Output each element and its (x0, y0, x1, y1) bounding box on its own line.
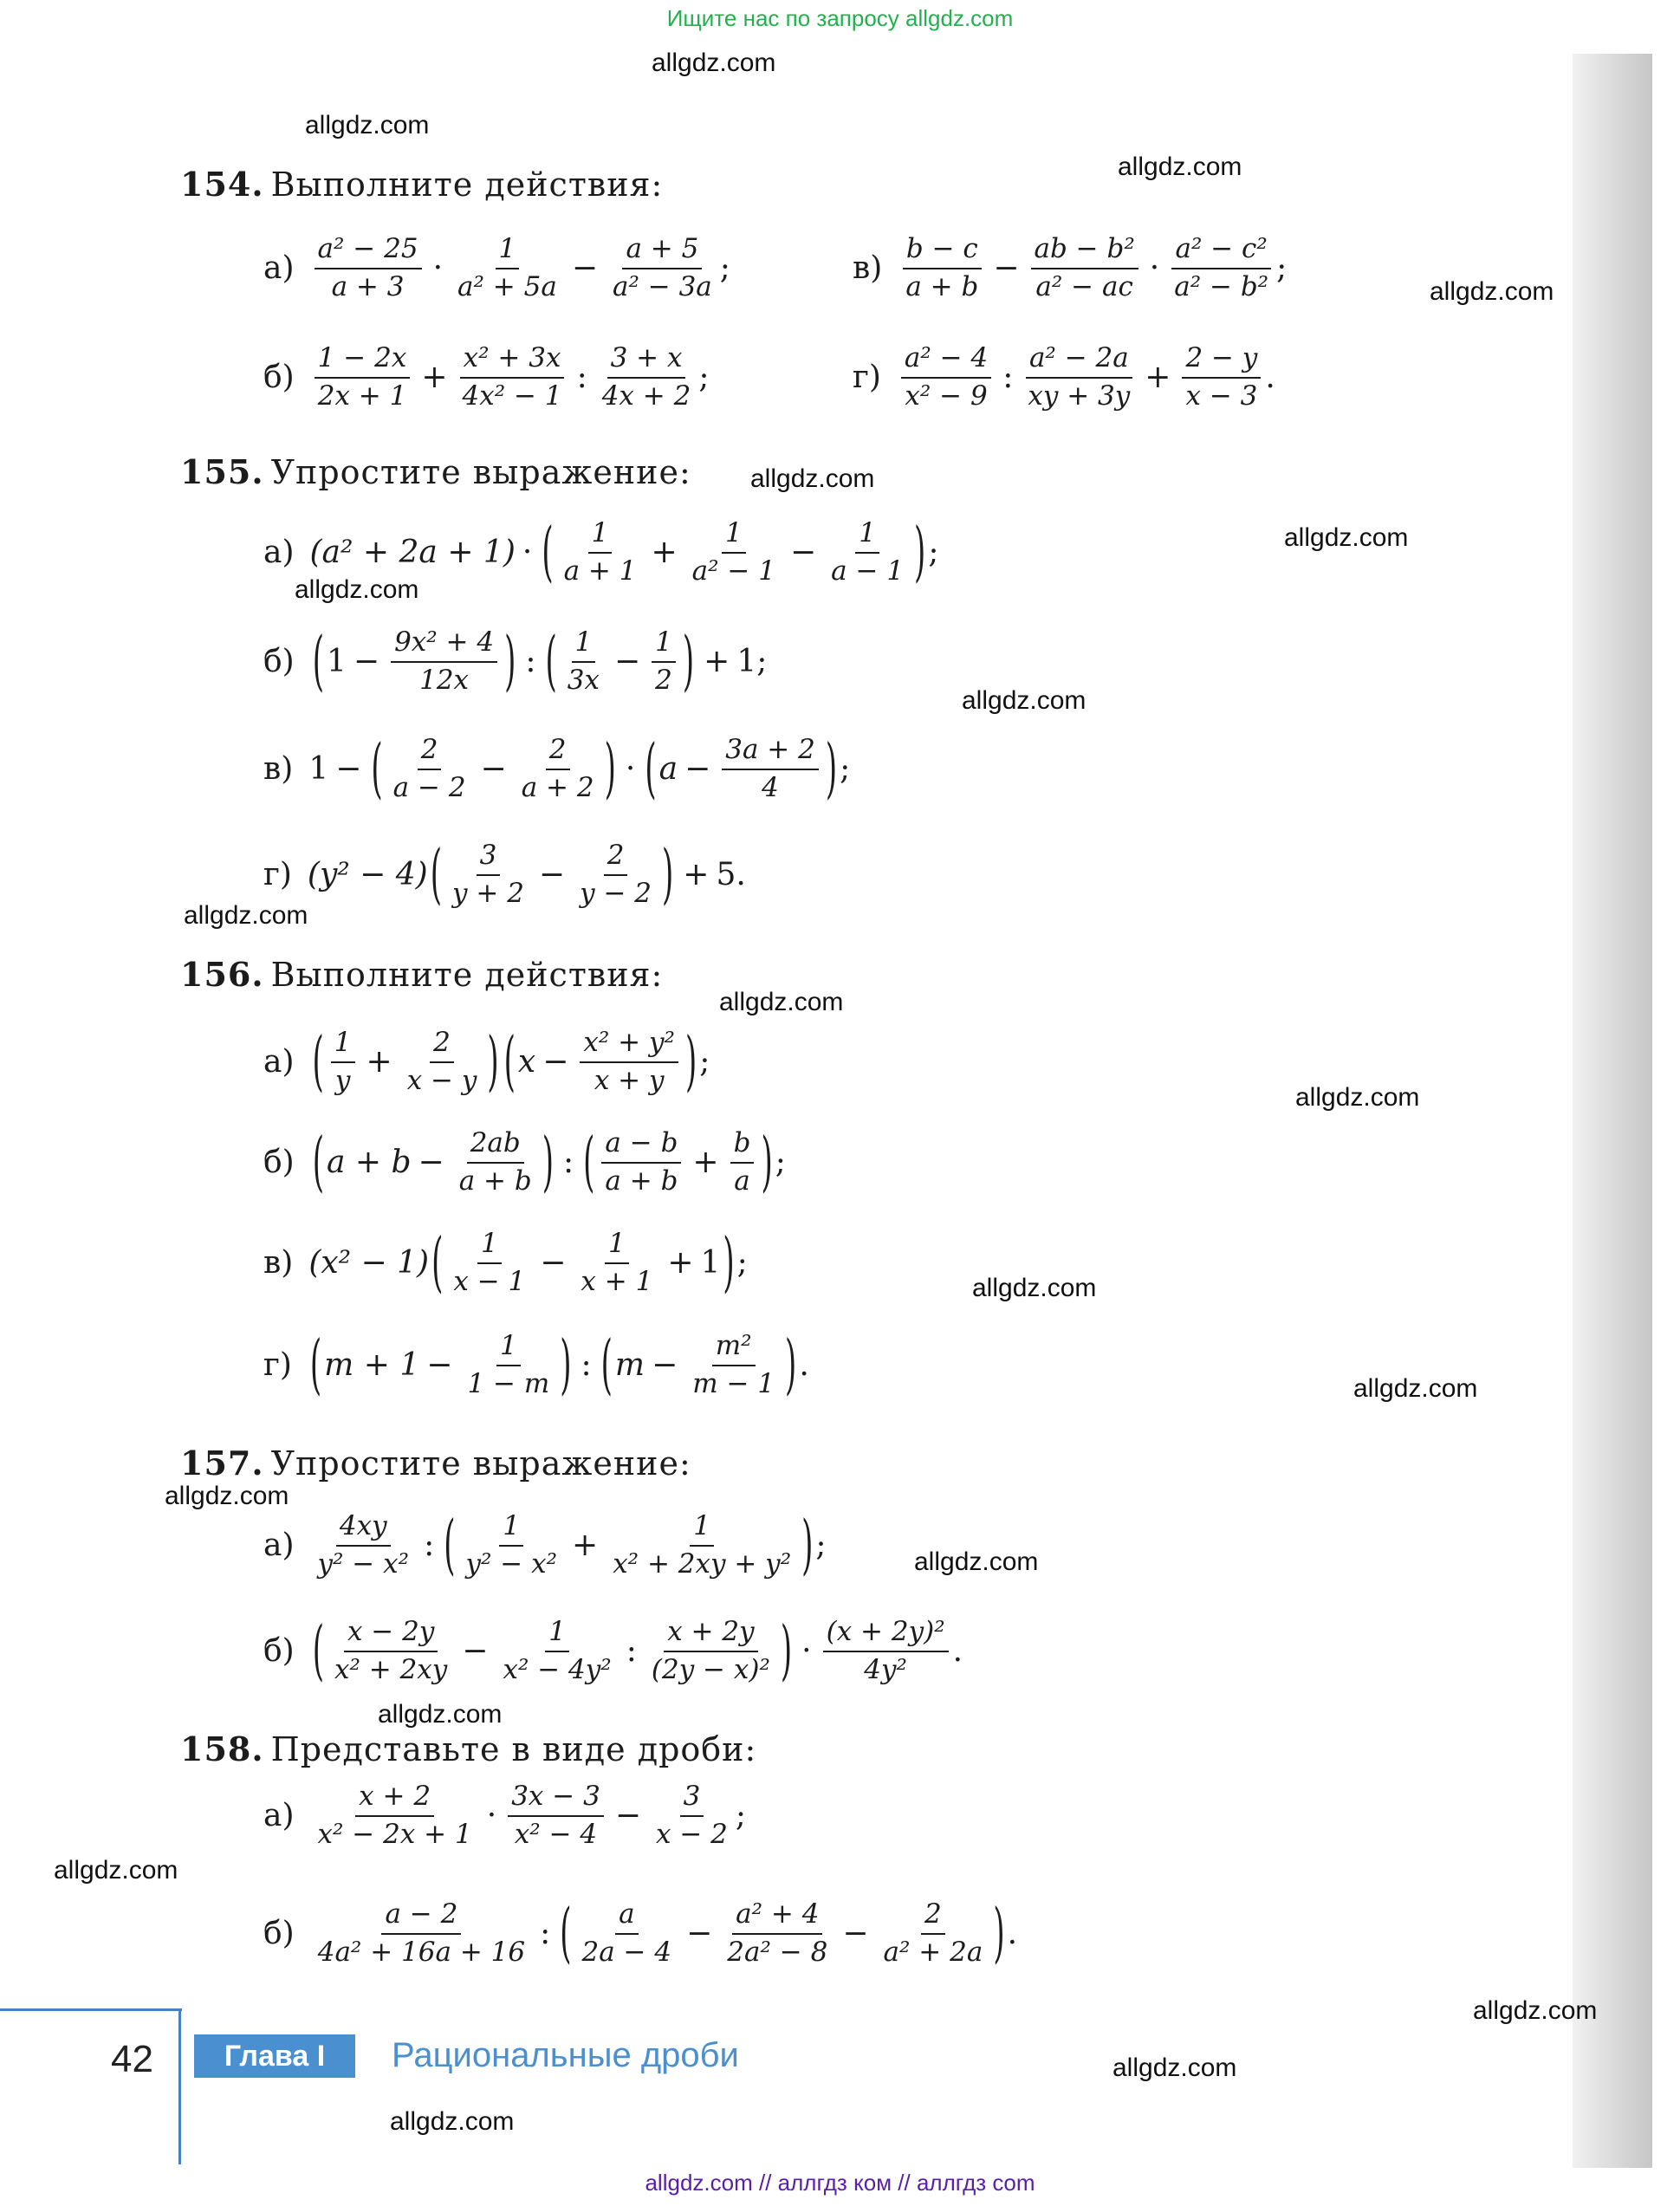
watermark: allgdz.com (914, 1547, 1039, 1576)
problem-instruction: Упростите выражение: (270, 1444, 691, 1483)
watermark: allgdz.com (1112, 2054, 1237, 2082)
watermark: allgdz.com (1353, 1374, 1478, 1403)
page-number: 42 (111, 2038, 153, 2080)
item-letter: б) (263, 360, 295, 396)
watermark: allgdz.com (750, 464, 875, 493)
item-letter: в) (263, 751, 294, 788)
watermark: allgdz.com (1473, 1996, 1598, 2025)
watermark: allgdz.com (719, 988, 844, 1016)
problem-156-header (180, 955, 663, 994)
problem-157-header (180, 1444, 691, 1483)
footer-rule (0, 2008, 182, 2011)
watermark: allgdz.com (295, 575, 419, 604)
exercise-154a: а) $\frac{\text{a² − 25}}{a + 3}$ · $\frac{1}{\text{a² + 5a}}$ − $\frac{a + 5}{\text{a² − 3a}}$ ; (263, 233, 730, 302)
watermark: allgdz.com (390, 2107, 515, 2136)
exercise-154v: в) $\frac{b - c}{a + b}$ − $\frac{\text{ab − b²}}{\text{a² − ac}}$ · $\frac{\text{a² − c²}}{\text{a² − b²}}$ ; (853, 233, 1288, 302)
watermark: allgdz.com (972, 1274, 1097, 1302)
problem-instruction: Выполните действия: (270, 956, 664, 994)
item-letter: б) (263, 1633, 295, 1670)
chapter-label: Глава I (194, 2034, 355, 2078)
watermark: allgdz.com (54, 1856, 178, 1885)
exercise-154g: г) $\frac{\text{a² − 4}}{\text{x² − 9}}$ : $\frac{\text{a² − 2a}}{xy + 3y}$ + $\frac{2 - y}{x - 3}$ . (853, 342, 1275, 412)
exercise-155b: б) ( 1 − $\frac{\text{9x² + 4}}{12x}$ ) : ( $\frac{1}{3x}$ − $\frac{1}{2}$ ) + 1; (263, 623, 768, 700)
exercise-156v: в) (x² − 1) ( $\frac{1}{x - 1}$ − $\frac{1}{x + 1}$ + 1 ) ; (263, 1224, 748, 1301)
item-letter: а) (263, 535, 295, 571)
exercise-156g: г) ( m + 1 − $\frac{1}{1 - m}$ ) : ( m − $\frac{\text{m²}}{m - 1}$ ) . (263, 1327, 809, 1404)
problem-instruction: Представьте в виде дроби: (270, 1730, 757, 1768)
exercise-156a: а) ( $\frac{1}{y}$ + $\frac{2}{x - y}$ ) ( x − $\frac{\text{x² + y²}}{x + y}$ ) ; (263, 1023, 710, 1100)
item-letter: б) (263, 1916, 295, 1952)
exercise-154b: б) $\frac{1 - 2x}{2x + 1}$ + $\frac{\text{x² + 3x}}{\text{4x² − 1}}$ : $\frac{3 + x}{4x + 2}$ ; (263, 342, 710, 412)
watermark: allgdz.com (652, 49, 776, 77)
exercise-155a: а) (a² + 2a + 1) · ( $\frac{1}{a + 1}$ + $\frac{1}{\text{a² − 1}}$ − $\frac{1}{a - 1}$ ) ; (263, 514, 939, 591)
item-letter: в) (853, 250, 883, 287)
watermark: allgdz.com (1118, 152, 1242, 181)
item-letter: а) (263, 1044, 295, 1080)
problem-instruction: Выполните действия: (270, 165, 664, 204)
item-letter: а) (263, 250, 295, 287)
problem-instruction: Упростите выражение: (270, 453, 691, 491)
problem-158-header (180, 1729, 756, 1768)
page-gutter-shadow (1573, 54, 1652, 2168)
item-letter: в) (263, 1245, 294, 1281)
watermark: allgdz.com (184, 901, 308, 930)
problem-number: 156. (180, 955, 264, 994)
item-letter: г) (263, 857, 292, 893)
exercise-155v: в) 1 − ( $\frac{2}{a - 2}$ − $\frac{2}{a + 2}$ ) · ( a − $\frac{3a + 2}{4}$ ) ; (263, 730, 851, 808)
item-letter: г) (853, 360, 881, 396)
watermark: allgdz.com (1284, 523, 1409, 552)
exercise-157a: а) $\frac{4xy}{\text{y² − x²}}$ : ( $\frac{1}{\text{y² − x²}}$ + $\frac{1}{\text{x² + 2xy + y²}}$ ) ; (263, 1507, 827, 1584)
bottom-site-links[interactable]: allgdz.com // аллгдз ком // аллгдз com (645, 2170, 1035, 2196)
top-search-banner: Ищите нас по запросу allgdz.com (666, 5, 1014, 31)
exercise-155g: г) (y² − 4) ( $\frac{3}{y + 2}$ − $\frac{2}{y - 2}$ ) + 5. (263, 836, 746, 913)
chapter-title: Рациональные дроби (392, 2036, 739, 2074)
watermark: allgdz.com (1295, 1083, 1420, 1112)
watermark: allgdz.com (165, 1482, 289, 1510)
problem-155-header (180, 452, 691, 491)
exercise-158a: а) $\frac{x + 2}{\text{x² − 2x + 1}}$ · $\frac{3x - 3}{\text{x² − 4}}$ − $\frac{3}{x - 2}$ ; (263, 1781, 747, 1850)
item-letter: б) (263, 1145, 295, 1181)
item-letter: б) (263, 644, 295, 680)
item-letter: г) (263, 1347, 292, 1384)
watermark: allgdz.com (962, 686, 1086, 715)
watermark: allgdz.com (378, 1700, 503, 1729)
problem-154-header (180, 165, 663, 204)
exercise-157b: б) ( $\frac{x - 2y}{\text{x² + 2xy}}$ − $\frac{1}{\text{x² − 4y²}}$ : $\frac{x + 2y}{\text{(2y − x)²}}$ ) · $\frac{\text{(x + 2y)²}}{\text{4y²}}$ . (263, 1612, 963, 1690)
problem-number: 155. (180, 452, 264, 491)
item-letter: а) (263, 1528, 295, 1564)
item-letter: а) (263, 1798, 295, 1834)
footer-vertical-rule (178, 2008, 181, 2164)
problem-number: 158. (180, 1729, 264, 1768)
exercise-158b: б) $\frac{a - 2}{\text{4a² + 16a + 16}}$ : ( $\frac{a}{2a - 4}$ − $\frac{\text{a² + 4}}{\text{2a² − 8}}$ − $\frac{2}{\text{a² + 2a}}$ ) . (263, 1895, 1018, 1972)
exercise-156b: б) ( a + b − $\frac{2ab}{a + b}$ ) : ( $\frac{a - b}{a + b}$ + $\frac{b}{a}$ ) ; (263, 1124, 786, 1201)
watermark: allgdz.com (305, 111, 430, 139)
problem-number: 154. (180, 165, 264, 204)
watermark: allgdz.com (1430, 277, 1554, 306)
problem-number: 157. (180, 1444, 264, 1483)
